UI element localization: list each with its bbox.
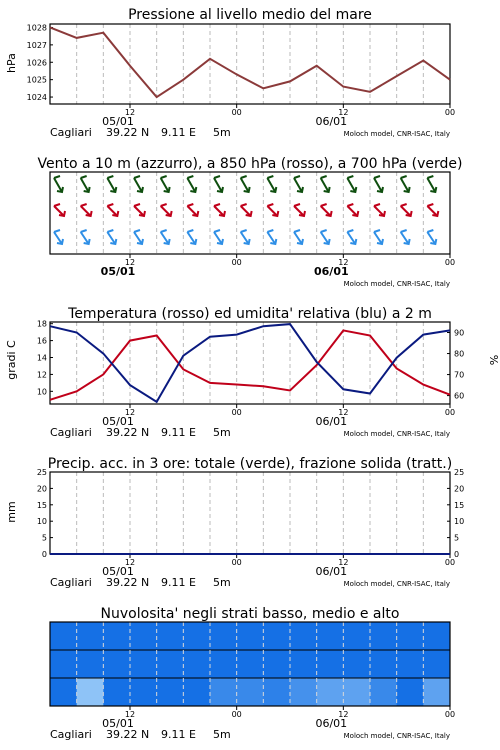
location-lon: 9.11 E: [161, 126, 196, 139]
cloud-cell-basso: [103, 678, 130, 706]
temperature-tick-label: 16: [36, 336, 47, 346]
x-tick-label: 12: [338, 408, 349, 417]
precip-tick-label: 15: [36, 500, 47, 510]
temperature-ylabel: gradi C: [5, 340, 18, 380]
wind-feather-0: [54, 176, 60, 178]
wind-feather-1: [161, 204, 167, 206]
wind-feather-1: [107, 204, 113, 206]
location-lon: 9.11 E: [161, 728, 196, 741]
wind-title: Vento a 10 m (azzurro), a 850 hPa (rosso), a 700 hPa (verde): [37, 156, 463, 172]
pressure-tick-label: 1027: [26, 40, 47, 50]
cloud-cell-medio: [397, 650, 424, 678]
precip-tick-label: 10: [36, 517, 47, 527]
cloud-cell-medio: [370, 650, 397, 678]
wind-barb-0: [401, 178, 409, 192]
wind-feather-1: [401, 204, 407, 206]
humidity-line: [50, 324, 450, 402]
cloud-cell-basso: [370, 678, 397, 706]
cloud-cell-alto: [103, 622, 130, 650]
wind-barb-1: [374, 206, 384, 216]
wind-feather-2: [401, 230, 407, 232]
precip-right-tick-label: 5: [454, 533, 460, 543]
date-label: 06/01: [315, 717, 348, 730]
cloud-cell-medio: [210, 650, 237, 678]
wind-barb-0: [107, 178, 115, 192]
cloud-cell-basso: [130, 678, 157, 706]
precip-tick-label: 5: [41, 533, 47, 543]
wind-feather-2: [374, 230, 380, 232]
wind-feather-1: [81, 204, 87, 206]
location-lat: 39.22 N: [106, 426, 150, 439]
cloud-cell-basso: [237, 678, 264, 706]
wind-feather-1: [54, 204, 60, 206]
wind-feather-0: [161, 176, 167, 178]
location-alt: 5m: [213, 126, 231, 139]
wind-feather-2: [214, 230, 220, 232]
wind-feather-0: [267, 176, 273, 178]
x-tick-label: 12: [124, 408, 136, 417]
wind-feather-2: [107, 230, 113, 232]
wind-feather-0: [294, 176, 300, 178]
pressure-line: [50, 27, 450, 97]
pressure-ylabel: hPa: [5, 53, 18, 73]
cloud-cell-basso: [210, 678, 237, 706]
date-label: 05/01: [102, 115, 134, 128]
wind-feather-1: [214, 204, 220, 206]
cloud-cell-medio: [77, 650, 104, 678]
credit-label: Moloch model, CNR-ISAC, Italy: [343, 130, 450, 138]
cloud-cell-basso: [397, 678, 424, 706]
date-label: 05/01: [102, 717, 134, 730]
cloud-cell-basso: [423, 678, 450, 706]
wind-barb-1: [134, 206, 144, 216]
x-tick-label: 12: [124, 258, 136, 267]
cloud-cell-alto: [317, 622, 344, 650]
humidity-tick-label: 80: [454, 349, 465, 359]
wind-barb-1: [241, 206, 251, 216]
wind-barb-0: [187, 178, 195, 192]
wind-barb-0: [214, 178, 222, 192]
wind-barb-0: [161, 178, 169, 192]
cloud-cell-basso: [290, 678, 317, 706]
location-lon: 9.11 E: [161, 576, 196, 589]
cloud-cell-medio: [343, 650, 370, 678]
wind-feather-1: [267, 204, 273, 206]
wind-feather-1: [241, 204, 247, 206]
x-tick-label: 00: [444, 108, 456, 117]
x-tick-label: 00: [231, 408, 242, 417]
cloud-cell-alto: [77, 622, 104, 650]
cloud-cell-basso: [263, 678, 290, 706]
wind-feather-0: [214, 176, 220, 178]
cloud-cell-basso: [50, 678, 77, 706]
wind-barb-1: [294, 206, 304, 216]
wind-barb-0: [241, 178, 249, 192]
precip-tick-label: 25: [36, 468, 47, 477]
wind-feather-2: [241, 230, 247, 232]
wind-feather-1: [134, 204, 140, 206]
cloud-cell-basso: [343, 678, 370, 706]
x-tick-label: 12: [338, 558, 349, 567]
date-label: 05/01: [100, 265, 136, 278]
wind-barb-1: [161, 206, 171, 216]
wind-feather-0: [347, 176, 353, 178]
cloud-cell-medio: [183, 650, 210, 678]
wind-feather-1: [187, 204, 193, 206]
wind-barb-0: [81, 178, 89, 192]
location-lat: 39.22 N: [106, 576, 150, 589]
wind-feather-2: [134, 230, 140, 232]
cloud-cell-medio: [317, 650, 344, 678]
x-tick-label: 12: [338, 108, 349, 117]
wind-barb-1: [187, 206, 197, 216]
wind-barb-0: [347, 178, 355, 192]
wind-barb-1: [107, 206, 117, 216]
wind-barb-1: [267, 206, 277, 216]
cloud-cell-alto: [423, 622, 450, 650]
wind-barb-0: [427, 178, 435, 192]
wind-barb-1: [347, 206, 357, 216]
pressure-tick-label: 1025: [26, 75, 47, 85]
location-name: Cagliari: [50, 426, 92, 439]
temperature-tick-label: 18: [36, 319, 47, 329]
location-alt: 5m: [213, 728, 231, 741]
cloud-title: Nuvolosita' negli strati basso, medio e alto: [100, 606, 400, 622]
wind-feather-2: [81, 230, 87, 232]
temperature-tick-label: 12: [36, 370, 47, 380]
wind-feather-0: [374, 176, 380, 178]
wind-barb-1: [54, 206, 64, 216]
x-tick-label: 12: [124, 710, 136, 719]
cloud-cell-basso: [77, 678, 104, 706]
date-label: 06/01: [315, 115, 348, 128]
humidity-ylabel: %: [487, 354, 500, 366]
precip-right-tick-label: 15: [454, 500, 465, 510]
cloud-cell-medio: [237, 650, 264, 678]
wind-barb-0: [321, 178, 329, 192]
wind-barb-0: [134, 178, 142, 192]
pressure-tick-label: 1028: [26, 23, 47, 33]
location-name: Cagliari: [50, 728, 92, 741]
x-tick-label: 00: [231, 558, 242, 567]
cloud-cell-medio: [423, 650, 450, 678]
precip-right-tick-label: 20: [454, 484, 465, 494]
date-label: 06/01: [314, 265, 349, 278]
cloud-cell-alto: [237, 622, 264, 650]
cloud-cell-medio: [130, 650, 157, 678]
temperature-tick-label: 14: [36, 353, 47, 363]
wind-feather-1: [427, 204, 433, 206]
x-tick-label: 00: [231, 108, 242, 117]
cloud-cell-medio: [157, 650, 184, 678]
wind-feather-2: [187, 230, 193, 232]
plot-frame: [50, 24, 450, 104]
wind-feather-2: [294, 230, 300, 232]
temperature-title: Temperatura (rosso) ed umidita' relativa (blu) a 2 m: [68, 306, 432, 322]
wind-feather-0: [187, 176, 193, 178]
credit-label: Moloch model, CNR-ISAC, Italy: [343, 732, 450, 740]
wind-feather-0: [241, 176, 247, 178]
cloud-cell-alto: [50, 622, 77, 650]
wind-feather-2: [347, 230, 353, 232]
temperature-tick-label: 10: [36, 387, 47, 397]
x-tick-label: 12: [338, 710, 349, 719]
location-name: Cagliari: [50, 126, 92, 139]
precip-tick-label: 0: [41, 550, 47, 559]
wind-feather-1: [374, 204, 380, 206]
wind-feather-0: [427, 176, 433, 178]
humidity-tick-label: 90: [454, 328, 465, 338]
x-tick-label: 00: [444, 558, 456, 567]
cloud-cell-alto: [130, 622, 157, 650]
pressure-tick-label: 1024: [26, 93, 47, 103]
wind-feather-2: [321, 230, 327, 232]
wind-feather-0: [401, 176, 407, 178]
location-name: Cagliari: [50, 576, 92, 589]
precip-ylabel: mm: [5, 501, 18, 523]
cloud-cell-basso: [183, 678, 210, 706]
credit-label: Moloch model, CNR-ISAC, Italy: [343, 430, 450, 438]
precip-title: Precip. acc. in 3 ore: totale (verde), frazione solida (tratt.): [47, 456, 453, 472]
wind-barb-1: [321, 206, 331, 216]
cloud-cell-basso: [317, 678, 344, 706]
humidity-tick-label: 60: [454, 391, 465, 401]
wind-feather-0: [107, 176, 113, 178]
wind-barb-0: [294, 178, 302, 192]
wind-feather-0: [134, 176, 140, 178]
location-lon: 9.11 E: [161, 426, 196, 439]
cloud-cell-medio: [103, 650, 130, 678]
wind-feather-2: [267, 230, 273, 232]
cloud-cell-alto: [183, 622, 210, 650]
wind-feather-1: [321, 204, 327, 206]
plot-frame: [50, 472, 450, 554]
wind-barb-1: [214, 206, 224, 216]
location-lat: 39.22 N: [106, 126, 150, 139]
precip-right-tick-label: 10: [454, 517, 465, 527]
cloud-cell-medio: [263, 650, 290, 678]
credit-label: Moloch model, CNR-ISAC, Italy: [343, 280, 450, 288]
x-tick-label: 12: [338, 258, 349, 267]
wind-barb-1: [81, 206, 91, 216]
x-tick-label: 00: [444, 258, 456, 267]
date-label: 05/01: [102, 565, 134, 578]
cloud-cell-alto: [290, 622, 317, 650]
x-tick-label: 00: [444, 710, 456, 719]
wind-feather-2: [427, 230, 433, 232]
cloud-cell-medio: [290, 650, 317, 678]
wind-barb-1: [401, 206, 411, 216]
wind-feather-2: [161, 230, 167, 232]
wind-feather-1: [294, 204, 300, 206]
x-tick-label: 00: [444, 408, 456, 417]
x-tick-label: 12: [124, 108, 136, 117]
date-label: 05/01: [102, 415, 134, 428]
wind-feather-1: [347, 204, 353, 206]
cloud-cell-alto: [263, 622, 290, 650]
wind-feather-0: [81, 176, 87, 178]
cloud-cell-alto: [157, 622, 184, 650]
wind-barb-0: [374, 178, 382, 192]
date-label: 06/01: [315, 565, 348, 578]
cloud-cell-alto: [343, 622, 370, 650]
humidity-tick-label: 70: [454, 370, 465, 380]
cloud-cell-alto: [210, 622, 237, 650]
x-tick-label: 00: [231, 710, 242, 719]
location-alt: 5m: [213, 576, 231, 589]
wind-barb-0: [267, 178, 275, 192]
x-tick-label: 00: [231, 258, 242, 267]
date-label: 06/01: [315, 415, 348, 428]
x-tick-label: 12: [124, 558, 136, 567]
location-lat: 39.22 N: [106, 728, 150, 741]
wind-barb-1: [427, 206, 437, 216]
credit-label: Moloch model, CNR-ISAC, Italy: [343, 580, 450, 588]
cloud-cell-basso: [157, 678, 184, 706]
cloud-cell-alto: [397, 622, 424, 650]
precip-right-tick-label: 25: [454, 468, 465, 477]
pressure-tick-label: 1026: [26, 58, 47, 68]
precip-right-tick-label: 0: [454, 550, 460, 559]
pressure-title: Pressione al livello medio del mare: [128, 7, 372, 23]
plot-frame: [50, 322, 450, 404]
location-alt: 5m: [213, 426, 231, 439]
wind-feather-0: [321, 176, 327, 178]
cloud-cell-medio: [50, 650, 77, 678]
cloud-cell-alto: [370, 622, 397, 650]
wind-barb-0: [54, 178, 62, 192]
wind-feather-2: [54, 230, 60, 232]
precip-tick-label: 20: [36, 484, 47, 494]
